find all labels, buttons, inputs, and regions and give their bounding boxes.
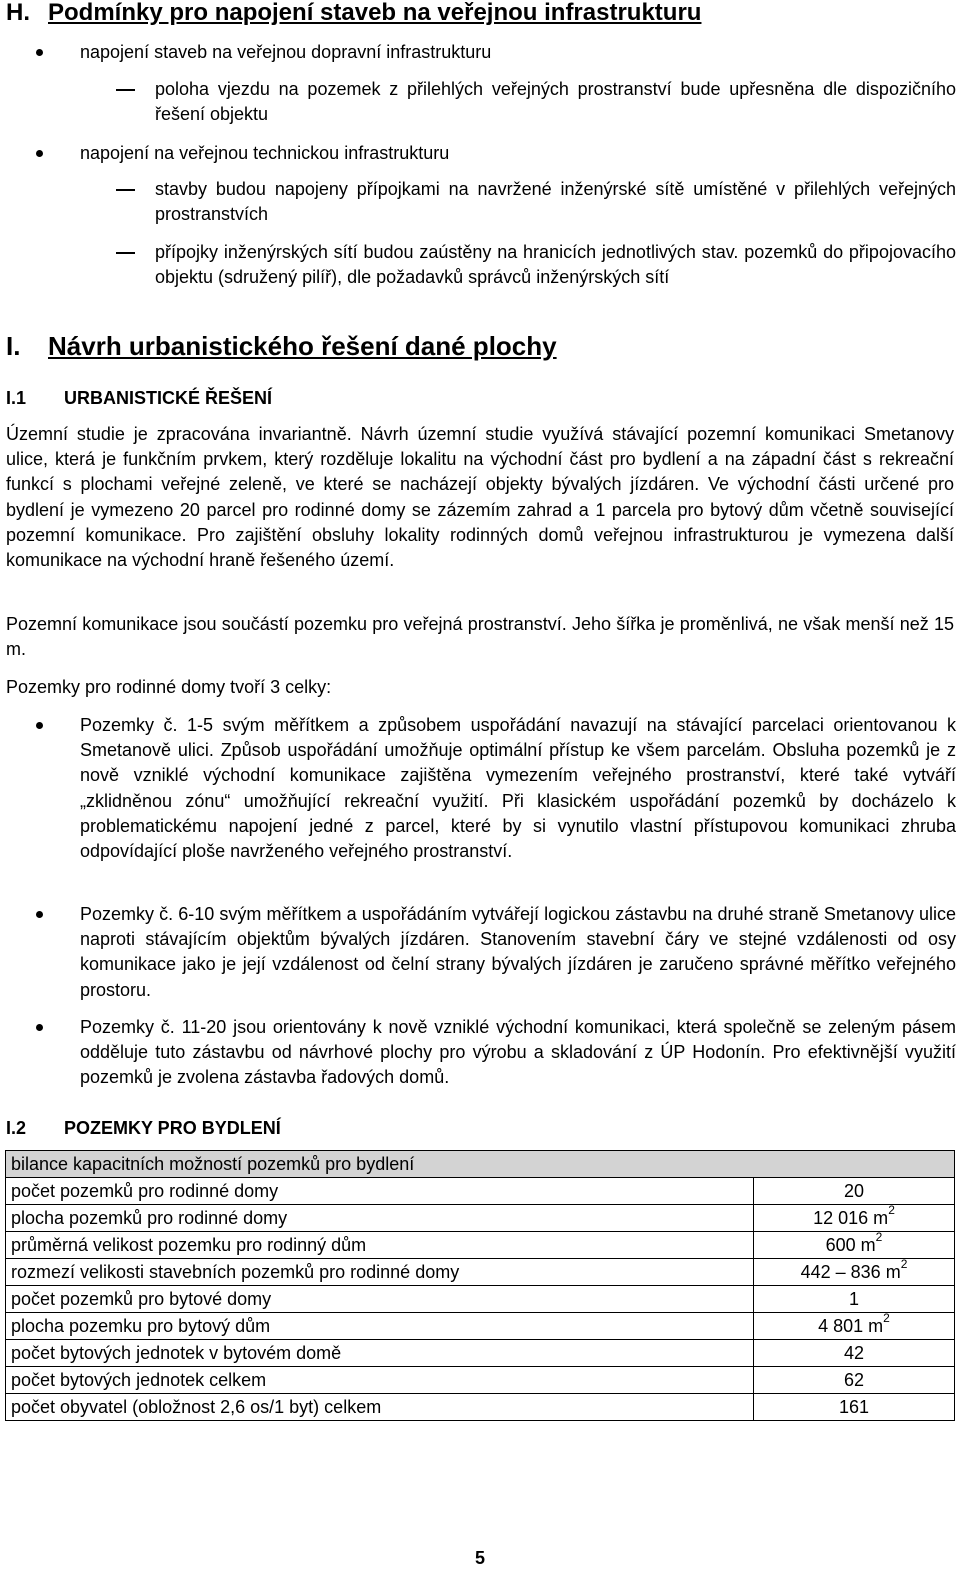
heading-title: Podmínky pro napojení staveb na veřejnou infrastrukturu: [48, 0, 702, 26]
table-row: [6, 1367, 955, 1394]
row-label: plocha pozemku pro bytový dům: [6, 1313, 754, 1340]
bullet-icon: [36, 1024, 43, 1031]
table-row: [6, 1394, 955, 1421]
table-row: [6, 1340, 955, 1367]
dash-text: přípojky inženýrských sítí budou zaústěny na hranicích jednotlivých stav. pozemků do připojovacího objektu (sdružený pilíř), dle požadavků správců inženýrských sítí: [155, 242, 956, 287]
bullet-text: napojení na veřejnou technickou infrastrukturu: [80, 143, 450, 163]
bullet-item: [80, 713, 956, 864]
row-value: 600 $m^2$: [754, 1232, 955, 1259]
dash-text: poloha vjezdu na pozemek z přilehlých veřejných prostranství bude upřesněna dle dispozičního řešení objektu: [155, 79, 956, 124]
row-label: plocha pozemků pro rodinné domy: [6, 1205, 754, 1232]
heading-number: I.1: [6, 388, 27, 408]
dash-icon: [116, 89, 135, 91]
row-label: rozmezí velikosti stavebních pozemků pro rodinné domy: [6, 1259, 754, 1286]
bullet-item: [80, 1015, 956, 1091]
dash-icon: [116, 252, 135, 254]
subsection-heading: [6, 1116, 281, 1140]
bullet-item: [80, 141, 956, 166]
bullet-icon: [36, 150, 43, 157]
section-i-heading: [6, 330, 557, 362]
table-row: [6, 1178, 955, 1205]
bullet-text: Pozemky č. 11-20 jsou orientovány k nově vzniklé východní komunikaci, která společně se zeleným pásem odděluje tuto zástavbu od návrhové plochy pro výrobu a skladování z ÚP Hodonín. Pro efektivnější využití pozemků je zvolena zástavba řadových domů.: [80, 1017, 956, 1088]
bullet-item: [80, 902, 956, 1003]
table-row: [6, 1205, 955, 1232]
paragraph: Územní studie je zpracována invariantně. Návrh územní studie využívá stávající pozemní komunikaci Smetanovy ulice, která je funkčním prvkem, který rozděluje lokalitu na východní část pro bydlení a na západní část s rekreační funkcí s plochami veřejné zeleně, ve které se nacházejí objekty bývalých jízdáren. Ve východní části určené pro bydlení je vymezeno 20 parcel pro rodinné domy se zázemím zahrad a 1 parcela pro bytový dům včetně související pozemní komunikace. Pro zajištění obsluhy lokality rodinných domů veřejnou infrastrukturou je vymezena další komunikace na východní hraně řešeného území.: [6, 424, 954, 571]
paragraph: Pozemky pro rodinné domy tvoří 3 celky:: [6, 677, 332, 697]
row-value: 1: [754, 1286, 955, 1313]
section-h-heading: [6, 0, 956, 26]
bullet-icon: [36, 722, 43, 729]
heading-title: POZEMKY PRO BYDLENÍ: [64, 1118, 281, 1138]
row-label: počet pozemků pro bytové domy: [6, 1286, 754, 1313]
dash-icon: [116, 189, 135, 191]
row-value: 442 – 836 $m^2$: [754, 1259, 955, 1286]
bullet-text: Pozemky č. 6-10 svým měřítkem a uspořádáním vytvářejí logickou zástavbu na druhé straně Smetanovy ulice naproti stávajícím objektům bývalých jízdáren. Stanovením stavební čáry ve stejné vzdálenosti od osy komunikace jako je její vzdálenost od čelní strany bývalých jízdáren je zaručeno správné měřítko veřejného prostoru.: [80, 904, 956, 1000]
dash-item: [155, 177, 956, 227]
heading-number: H.: [6, 0, 30, 26]
heading-title: URBANISTICKÉ ŘEŠENÍ: [64, 388, 273, 408]
table-row: [6, 1259, 955, 1286]
subsection-heading: [6, 386, 272, 410]
dash-item: [155, 77, 956, 127]
row-value: 161: [754, 1394, 955, 1421]
heading-number: I.2: [6, 1118, 27, 1138]
table-row: [6, 1313, 955, 1340]
table-row: [6, 1286, 955, 1313]
paragraph: Pozemní komunikace jsou součástí pozemku pro veřejná prostranství. Jeho šířka je proměnlivá, ne však menší než 15 m.: [6, 614, 954, 660]
row-label: počet bytových jednotek v bytovém domě: [6, 1340, 754, 1367]
dash-item: [155, 240, 956, 290]
table-row: [6, 1232, 955, 1259]
row-value: 4 801 $m^2$: [754, 1313, 955, 1340]
bullet-item: [80, 40, 956, 65]
row-value: 20: [754, 1178, 955, 1205]
heading-number: I.: [6, 331, 21, 361]
page-number: 5: [474, 1548, 485, 1568]
row-label: průměrná velikost pozemku pro rodinný dům: [6, 1232, 754, 1259]
bullet-text: napojení staveb na veřejnou dopravní infrastrukturu: [80, 42, 492, 62]
dash-text: stavby budou napojeny přípojkami na navržené inženýrské sítě umístěné v přilehlých veřejných prostranstvích: [155, 179, 956, 224]
row-label: počet obyvatel (obložnost 2,6 os/1 byt) celkem: [6, 1394, 754, 1421]
bullet-icon: [36, 49, 43, 56]
capacity-table: [5, 1150, 955, 1421]
heading-title: Návrh urbanistického řešení dané plochy: [48, 331, 557, 361]
row-value: 62: [754, 1367, 955, 1394]
bullet-icon: [36, 911, 43, 918]
table-header-cell: bilance kapacitních možností pozemků pro bydlení: [6, 1151, 955, 1178]
row-label: počet bytových jednotek celkem: [6, 1367, 754, 1394]
bullet-text: Pozemky č. 1-5 svým měřítkem a způsobem uspořádání navazují na stávající parcelaci orientovanou k Smetanově ulici. Způsob uspořádání umožňuje optimální přístup ke všem parcelám. Obsluha pozemků je z nově vzniklé východní komunikace zajištěna vymezením veřejného prostranství, které také vytváří „zklidněnou zónu“ umožňující rekreační využití. Při klasickém uspořádání pozemků by docházelo k problematickému napojení jedné z parcel, které by si vynutilo vlastní přístupovou komunikaci zhruba odpovídající ploše navrženého veřejného prostranství.: [80, 715, 956, 862]
table-header-row: [6, 1151, 955, 1178]
row-label: počet pozemků pro rodinné domy: [6, 1178, 754, 1205]
row-value: 42: [754, 1340, 955, 1367]
row-value: 12 016 $m^2$: [754, 1205, 955, 1232]
